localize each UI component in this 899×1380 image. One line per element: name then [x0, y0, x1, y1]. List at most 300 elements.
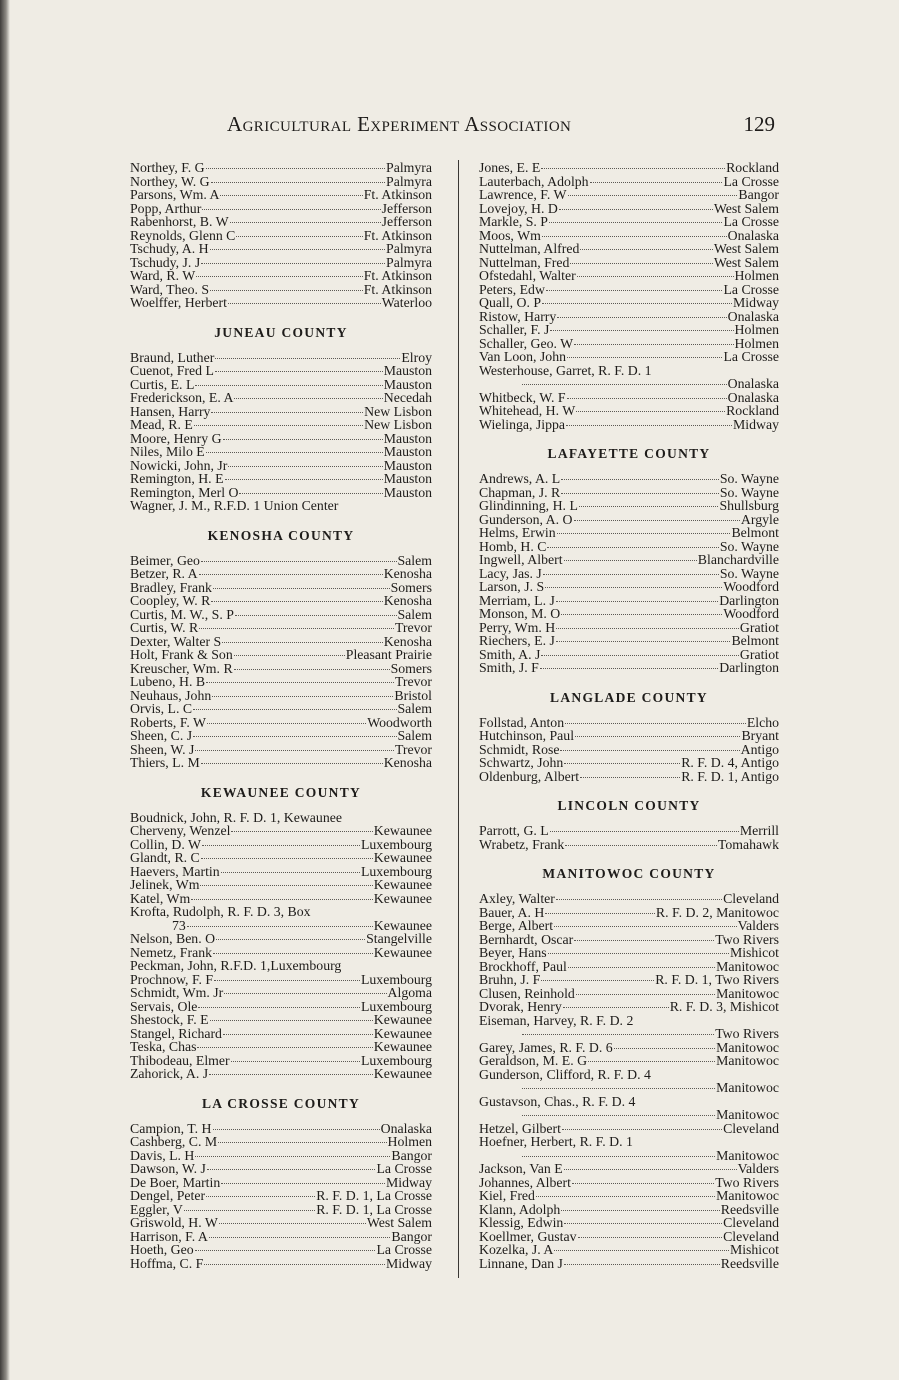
directory-entry [479, 215, 779, 229]
member-name: Northey, F. G [130, 160, 205, 175]
dot-leader [522, 1115, 715, 1116]
directory-entry [130, 499, 432, 513]
dot-leader [224, 993, 386, 994]
county-section [130, 161, 432, 310]
member-place: La Crosse [376, 1242, 432, 1257]
directory-entry [130, 1257, 432, 1271]
member-place: Salem [397, 606, 432, 622]
dot-leader [574, 520, 740, 521]
directory-entry [130, 973, 432, 987]
dot-leader [207, 1169, 376, 1170]
member-name: Wrabetz, Frank [479, 836, 565, 852]
directory-entry [130, 567, 432, 581]
member-place: Waterloo [381, 295, 432, 310]
member-name: Helms, Erwin [479, 525, 556, 540]
dot-leader [195, 1156, 390, 1157]
member-name: Sheen, W. J [130, 741, 195, 757]
dot-leader [209, 1074, 373, 1075]
dot-leader [541, 655, 739, 656]
member-name: Popp, Arthur [130, 200, 202, 216]
member-name: Neuhaus, John [130, 687, 212, 703]
directory-entry [130, 986, 432, 1000]
member-name: Schwartz, John [479, 755, 564, 770]
dot-leader [228, 466, 382, 467]
directory-entry [479, 770, 779, 784]
dot-leader [223, 1034, 373, 1035]
county-section [479, 799, 779, 851]
member-place: Kewaunee [373, 1066, 432, 1081]
member-place: So. Wayne [719, 471, 779, 486]
directory-entry [479, 1243, 779, 1257]
county-section [479, 161, 779, 431]
member-place: Manitowoc [716, 1188, 779, 1203]
dot-leader [561, 479, 719, 480]
directory-entry [130, 242, 432, 256]
member-name: Kiel, Fred [479, 1188, 535, 1203]
member-place: New Lisbon [364, 417, 432, 432]
member-place: Gratiot [739, 646, 779, 662]
dot-leader [580, 249, 712, 250]
dot-leader [522, 384, 727, 385]
member-place: Shullsburg [719, 498, 779, 513]
member-name: Gustavson, Chas., R. F. D. 4 [479, 1093, 636, 1109]
directory-entry [479, 526, 779, 540]
directory-entry [479, 1095, 779, 1109]
dot-leader [568, 967, 715, 968]
directory-entry [479, 906, 779, 920]
directory-entry [479, 892, 779, 906]
member-name: Northey, W. G [130, 173, 210, 189]
directory-entry [130, 689, 432, 703]
directory-entry [479, 1014, 779, 1028]
member-name: Sheen, C. J [130, 728, 193, 743]
member-name: Shestock, F. E [130, 1012, 209, 1027]
directory-entry [130, 662, 432, 676]
county-section [479, 447, 779, 675]
member-place: Mauston [383, 363, 432, 378]
directory-entry [130, 486, 432, 500]
directory-entry [130, 865, 432, 879]
directory-entry [479, 580, 779, 594]
dot-leader [588, 1061, 715, 1062]
directory-entry [130, 161, 432, 175]
directory-entry [130, 932, 432, 946]
member-place: Palmyra [386, 173, 432, 189]
member-place: Mauston [383, 471, 432, 486]
member-name: Eggler, V [130, 1201, 183, 1217]
directory-entry [130, 432, 432, 446]
member-place: Mauston [383, 484, 432, 500]
directory-entry [479, 472, 779, 486]
directory-entry [130, 405, 432, 419]
member-name: Remington, Merl O [130, 484, 239, 500]
entry-continuation [479, 377, 779, 391]
member-place: R. F. D. 1, Antigo [681, 768, 779, 784]
dot-leader [191, 899, 372, 900]
directory-entry [130, 351, 432, 365]
dot-leader [200, 885, 372, 886]
dot-leader [206, 168, 385, 169]
dot-leader [576, 994, 715, 995]
dot-leader [561, 493, 719, 494]
member-name: Collin, D. W [130, 836, 202, 852]
member-name: Klessig, Edwin [479, 1215, 564, 1230]
directory-entry [479, 553, 779, 567]
directory-entry [479, 256, 779, 270]
dot-leader [206, 682, 394, 683]
dot-leader [576, 411, 725, 412]
member-place: Jefferson [381, 214, 432, 229]
member-place: R. F. D. 1, La Crosse [316, 1188, 432, 1203]
directory-entry [479, 229, 779, 243]
member-place: Algoma [387, 985, 432, 1000]
member-name: Ward, Theo. S [130, 281, 210, 297]
member-name: Eiseman, Harvey, R. F. D. 2 [479, 1012, 634, 1028]
dot-leader [223, 439, 383, 440]
directory-entry [130, 1067, 432, 1081]
page-number: 129 [743, 112, 775, 136]
member-name: Hoeth, Geo [130, 1242, 194, 1257]
member-place: West Salem [713, 241, 779, 256]
member-name: Beyer, Hans [479, 945, 547, 960]
member-place: Salem [397, 728, 432, 743]
page-edge-shadow [0, 0, 10, 1380]
member-place: Luxembourg [360, 998, 432, 1014]
member-place: Holmen [734, 322, 779, 337]
directory-entry [479, 1068, 779, 1082]
directory-entry [479, 323, 779, 337]
member-name: Hansen, Harry [130, 403, 211, 419]
entry-continuation [479, 1027, 779, 1041]
member-place: Ft. Atkinson [363, 281, 432, 297]
directory-entry [479, 1189, 779, 1203]
member-place: Somers [390, 579, 432, 595]
dot-leader [574, 940, 714, 941]
member-name: De Boer, Martin [130, 1174, 221, 1190]
dot-leader [206, 452, 383, 453]
member-place: Manitowoc [716, 1080, 779, 1095]
dot-leader [568, 195, 738, 196]
member-name: Wielinga, Jippa [479, 416, 566, 432]
member-place: Manitowoc [716, 1107, 779, 1122]
dot-leader [206, 1196, 315, 1197]
member-place: R. F. D. 2, Manitowoc [655, 904, 779, 920]
member-place: R. F. D. 3, Mishicot [669, 999, 779, 1014]
dot-leader [541, 168, 725, 169]
directory-entry [130, 188, 432, 202]
member-place: Kewaunee [373, 944, 432, 960]
member-name: Boudnick, John, R. F. D. 1, Kewaunee [130, 809, 342, 825]
dot-leader [556, 601, 718, 602]
directory-entry [130, 1054, 432, 1068]
member-place: R. F. D. 4, Antigo [681, 755, 779, 770]
member-name: Nuttelman, Fred [479, 254, 570, 270]
directory-entry [130, 811, 432, 825]
member-place: Woodworth [367, 714, 432, 730]
directory-entry [479, 242, 779, 256]
member-name: Griswold, H. W [130, 1215, 218, 1230]
member-place: Ft. Atkinson [363, 187, 432, 202]
member-name: Ward, R. W [130, 268, 196, 283]
member-name: Quall, O. P [479, 295, 542, 310]
county-heading: LA CROSSE COUNTY [201, 1095, 361, 1111]
member-name: Cuenot, Fred L [130, 363, 214, 378]
dot-leader [210, 290, 363, 291]
directory-entry [130, 892, 432, 906]
member-name: Remington, H. E [130, 471, 224, 486]
member-place: Bangor [391, 1147, 432, 1163]
member-place: Palmyra [386, 241, 432, 256]
member-name: Whitehead, H. W [479, 403, 576, 418]
dot-leader [575, 736, 740, 737]
dot-leader [572, 1183, 714, 1184]
member-place: West Salem [366, 1215, 432, 1230]
directory-entry [479, 1257, 779, 1271]
member-place: Kewaunee [373, 877, 432, 892]
page-header [227, 112, 775, 140]
running-head: Agricultural Experiment Association [227, 112, 572, 136]
dot-leader [590, 182, 723, 183]
dot-leader [201, 763, 383, 764]
member-name: Klann, Adolph [479, 1201, 561, 1217]
member-name: Gunderson, Clifford, R. F. D. 4 [479, 1066, 651, 1082]
member-place: Gratiot [739, 619, 779, 635]
directory-entry [130, 269, 432, 283]
dot-leader [201, 858, 373, 859]
member-place: Merrill [739, 823, 779, 838]
member-place: R. F. D. 1, La Crosse [316, 1201, 432, 1217]
member-place: Cleveland [723, 1215, 779, 1230]
member-name: Follstad, Anton [479, 714, 565, 730]
member-place: R. F. D. 1, Two Rivers [655, 972, 779, 987]
member-name: Axley, Walter [479, 891, 555, 906]
member-name: Zahorick, A. J [130, 1066, 209, 1081]
member-name: Glindinning, H. L [479, 498, 578, 513]
directory-entry [479, 1000, 779, 1014]
member-name: Schmidt, Rose [479, 741, 560, 757]
member-name: Van Loon, John [479, 349, 566, 364]
member-place: Rockland [726, 160, 779, 175]
member-name: Lawrence, F. W [479, 187, 567, 202]
member-name: Kreuscher, Wm. R [130, 660, 233, 676]
member-name: Peters, Edw [479, 281, 545, 297]
dot-leader [564, 1169, 737, 1170]
dot-leader [557, 317, 726, 318]
dot-leader [545, 913, 655, 914]
member-place: Mauston [383, 430, 432, 446]
member-name: Schmidt, Wm. Jr [130, 985, 224, 1000]
member-place: Valders [737, 1161, 779, 1176]
member-place: Cleveland [723, 891, 779, 906]
member-name: Gunderson, A. O [479, 511, 573, 527]
dot-leader [204, 1264, 385, 1265]
column-rule [458, 160, 459, 1278]
member-name: Hutchinson, Paul [479, 728, 575, 743]
member-place: Trevor [394, 741, 432, 757]
member-place: Mauston [383, 457, 432, 473]
dot-leader [565, 845, 717, 846]
member-place: So. Wayne [719, 565, 779, 581]
dot-leader [546, 290, 723, 291]
member-name: Lauterbach, Adolph [479, 173, 589, 189]
directory-entry [479, 567, 779, 581]
directory-entry [479, 175, 779, 189]
member-name: Beimer, Geo [130, 552, 200, 568]
member-place: Mishicot [729, 1242, 779, 1257]
directory-entry [479, 350, 779, 364]
member-name: Campion, T. H [130, 1120, 212, 1136]
county-section [130, 786, 432, 1081]
dot-leader [567, 398, 727, 399]
member-name: Andrews, A. L [479, 471, 561, 486]
directory-entry [479, 634, 779, 648]
member-name: Riechers, E. J [479, 633, 555, 648]
dot-leader [522, 1088, 715, 1089]
dot-leader [540, 668, 718, 669]
member-name: Glandt, R. C [130, 850, 200, 865]
dot-leader [228, 303, 381, 304]
entry-continuation [479, 1108, 779, 1122]
member-name: Larson, J. S [479, 579, 545, 594]
member-place: Midway [733, 295, 779, 310]
dot-leader [554, 926, 737, 927]
dot-leader [234, 398, 382, 399]
dot-leader [560, 750, 739, 751]
directory-entry [479, 418, 779, 432]
member-name: Thiers, L. M [130, 755, 200, 770]
member-place: La Crosse [376, 1161, 432, 1176]
entry-continuation [479, 1081, 779, 1095]
directory-entry [130, 959, 432, 973]
member-place: Pleasant Prairie [345, 647, 432, 662]
member-place: Kenosha [383, 755, 432, 770]
member-name: Bradley, Frank [130, 579, 212, 595]
member-place: Kenosha [383, 593, 432, 608]
member-place: Rockland [726, 403, 779, 418]
member-name: Stangel, Richard [130, 1025, 222, 1041]
entry-continuation [130, 919, 432, 933]
dot-leader [564, 763, 680, 764]
directory-entry [479, 824, 779, 838]
directory-entry [479, 391, 779, 405]
member-name: Schaller, F. J [479, 322, 550, 337]
member-name: Schaller, Geo. W [479, 335, 574, 351]
dot-leader [231, 1061, 360, 1062]
dot-leader [211, 182, 385, 183]
member-place: Midway [733, 416, 779, 432]
member-place: Salem [397, 701, 432, 716]
directory-entry [479, 743, 779, 757]
member-name: Niles, Milo E [130, 444, 205, 459]
dot-leader [577, 276, 734, 277]
directory-entry [130, 1203, 432, 1217]
member-place: Belmont [731, 633, 779, 648]
member-name: Cherveny, Wenzel [130, 823, 231, 838]
county-section [130, 326, 432, 513]
member-place: Mauston [383, 376, 432, 392]
directory-entry [130, 743, 432, 757]
dot-leader [234, 669, 390, 670]
dot-leader [567, 357, 722, 358]
member-name: Jelinek, Wm [130, 877, 200, 892]
member-name: Dexter, Walter S [130, 633, 222, 649]
member-name: Homb, H. C [479, 538, 547, 554]
member-place: Kewaunee [373, 850, 432, 865]
directory-entry [130, 445, 432, 459]
directory-entry [479, 1135, 779, 1149]
dot-leader [565, 723, 746, 724]
dot-leader [554, 1250, 729, 1251]
member-name: Peckman, John, R.F.D. 1,Luxembourg [130, 958, 342, 973]
member-name: Tschudy, J. J [130, 254, 201, 270]
directory-entry [479, 202, 779, 216]
member-name: Ofstedahl, Walter [479, 268, 576, 283]
member-place: Kewaunee [373, 823, 432, 838]
directory-entry [130, 1230, 432, 1244]
member-place: Holmen [387, 1134, 432, 1149]
member-place: Ft. Atkinson [363, 227, 432, 243]
member-place: Woodford [723, 606, 779, 621]
directory-entry [130, 1162, 432, 1176]
dot-leader [561, 614, 722, 615]
county-section [479, 867, 779, 1270]
directory-entry [479, 188, 779, 202]
county-section [130, 529, 432, 770]
directory-entry [130, 716, 432, 730]
member-place: Bristol [394, 687, 432, 703]
member-name: Davis, L. H [130, 1147, 195, 1163]
member-name: Holt, Frank & Son [130, 647, 233, 662]
directory-entry [130, 202, 432, 216]
dot-leader [196, 276, 362, 277]
dot-leader [221, 1183, 385, 1184]
member-name: Garey, James, R. F. D. 6 [479, 1039, 613, 1055]
member-name: Betzer, R. A [130, 566, 198, 581]
member-place: Onalaska [380, 1120, 432, 1136]
member-place: La Crosse [723, 349, 779, 364]
dot-leader [214, 980, 360, 981]
directory-entry [130, 824, 432, 838]
member-place: Palmyra [386, 160, 432, 175]
dot-leader [210, 249, 385, 250]
directory-entry [479, 756, 779, 770]
member-place: Reedsville [720, 1201, 779, 1217]
directory-entry [130, 851, 432, 865]
member-place: Argyle [740, 511, 779, 527]
dot-leader [574, 344, 733, 345]
directory-entry [479, 946, 779, 960]
member-place: Elroy [401, 349, 432, 365]
member-name: Dawson, W. J [130, 1161, 206, 1176]
dot-leader [193, 709, 396, 710]
member-name: Woelffer, Herbert [130, 295, 227, 310]
member-place: Kewaunee [373, 890, 432, 906]
dot-leader [564, 1264, 720, 1265]
member-place: Bryant [741, 728, 779, 743]
directory-entry [479, 499, 779, 513]
member-place: Midway [386, 1174, 432, 1190]
dot-leader [570, 263, 712, 264]
directory-entry [130, 215, 432, 229]
directory-entry [479, 716, 779, 730]
dot-leader [225, 479, 383, 480]
member-name: Hoffma, C. F [130, 1255, 204, 1271]
directory-entry [130, 1135, 432, 1149]
member-place: Jefferson [381, 200, 432, 216]
member-name: Westerhouse, Garret, R. F. D. 1 [479, 362, 652, 378]
dot-leader [566, 425, 732, 426]
directory-entry [130, 608, 432, 622]
